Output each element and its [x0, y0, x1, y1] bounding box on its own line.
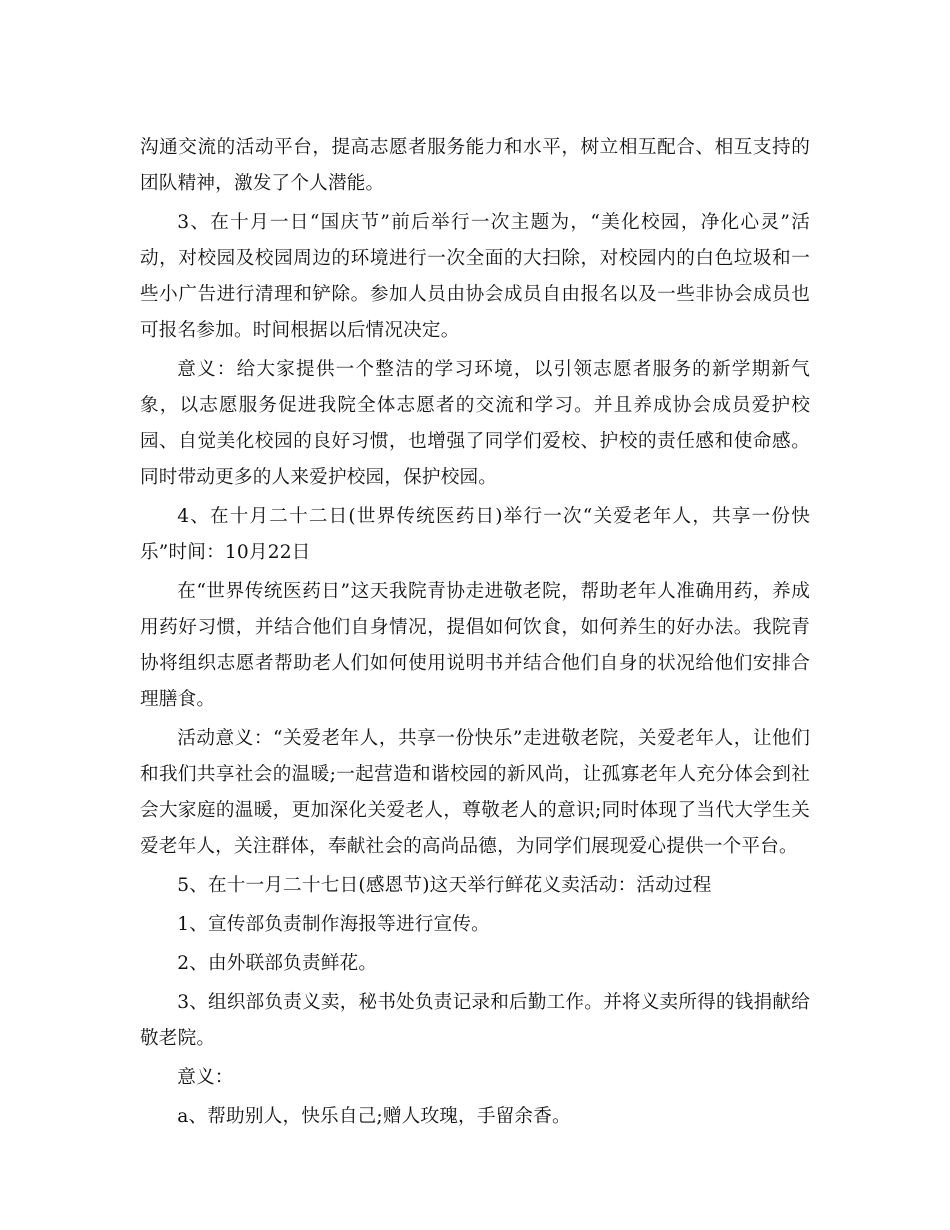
paragraph-2: 3、在十月一日“国庆节”前后举行一次主题为，“美化校园，净化心灵”活动，对校园及校园周边的环境进行一次全面的大扫除，对校园内的白色垃圾和一些小广告进行清理和铲除。参加人员由协会成员自由报名以及一些非协会成员也可报名参加。时间根据以后情况决定。 [140, 212, 810, 341]
paragraph-12: a、帮助别人，快乐自己;赠人玫瑰，手留余香。 [177, 1106, 571, 1127]
paragraph-9: 2、由外联部负责鲜花。 [177, 953, 378, 974]
paragraph-5: 在“世界传统医药日”这天我院青协走进敬老院，帮助老年人准确用药，养成用药好习惯，并结合他们自身情况，提倡如何饮食，如何养生的好办法。我院青协将组织志愿者帮助老人们如何使用说明书并结合他们自身的状况给他们安排合理膳食。 [140, 581, 810, 710]
paragraph-1: 沟通交流的活动平台，提高志愿者服务能力和水平，树立相互配合、相互支持的团队精神，激发了个人潜能。 [140, 137, 810, 194]
paragraph-6: 活动意义：“关爱老年人，共享一份快乐”走进敬老院，关爱老年人，让他们和我们共享社会的温暖;一起营造和谐校园的新风尚，让孤寡老年人充分体会到社会大家庭的温暖，更加深化关爱老人，尊敬老人的意识;同时体现了当代大学生关爱老年人，关注群体，奉献社会的高尚品德，为同学们展现爱心提供一个平台。 [140, 728, 810, 857]
paragraph-4: 4、在十月二十二日(世界传统医药日)举行一次“关爱老年人，共享一份快乐”时间：10月22日 [140, 506, 810, 563]
paragraph-10: 3、组织部负责义卖，秘书处负责记录和后勤工作。并将义卖所得的钱捐献给敬老院。 [140, 992, 810, 1049]
paragraph-7: 5、在十一月二十七日(感恩节)这天举行鲜花义卖活动：活动过程 [177, 875, 712, 896]
paragraph-8: 1、宣传部负责制作海报等进行宣传。 [177, 914, 490, 935]
paragraph-11: 意义： [177, 1067, 234, 1088]
paragraph-3: 意义：给大家提供一个整洁的学习环境，以引领志愿者服务的新学期新气象，以志愿服务促进我院全体志愿者的交流和学习。并且养成协会成员爱护校园、自觉美化校园的良好习惯，也增强了同学们爱校、护校的责任感和使命感。同时带动更多的人来爱护校园，保护校园。 [140, 359, 810, 488]
